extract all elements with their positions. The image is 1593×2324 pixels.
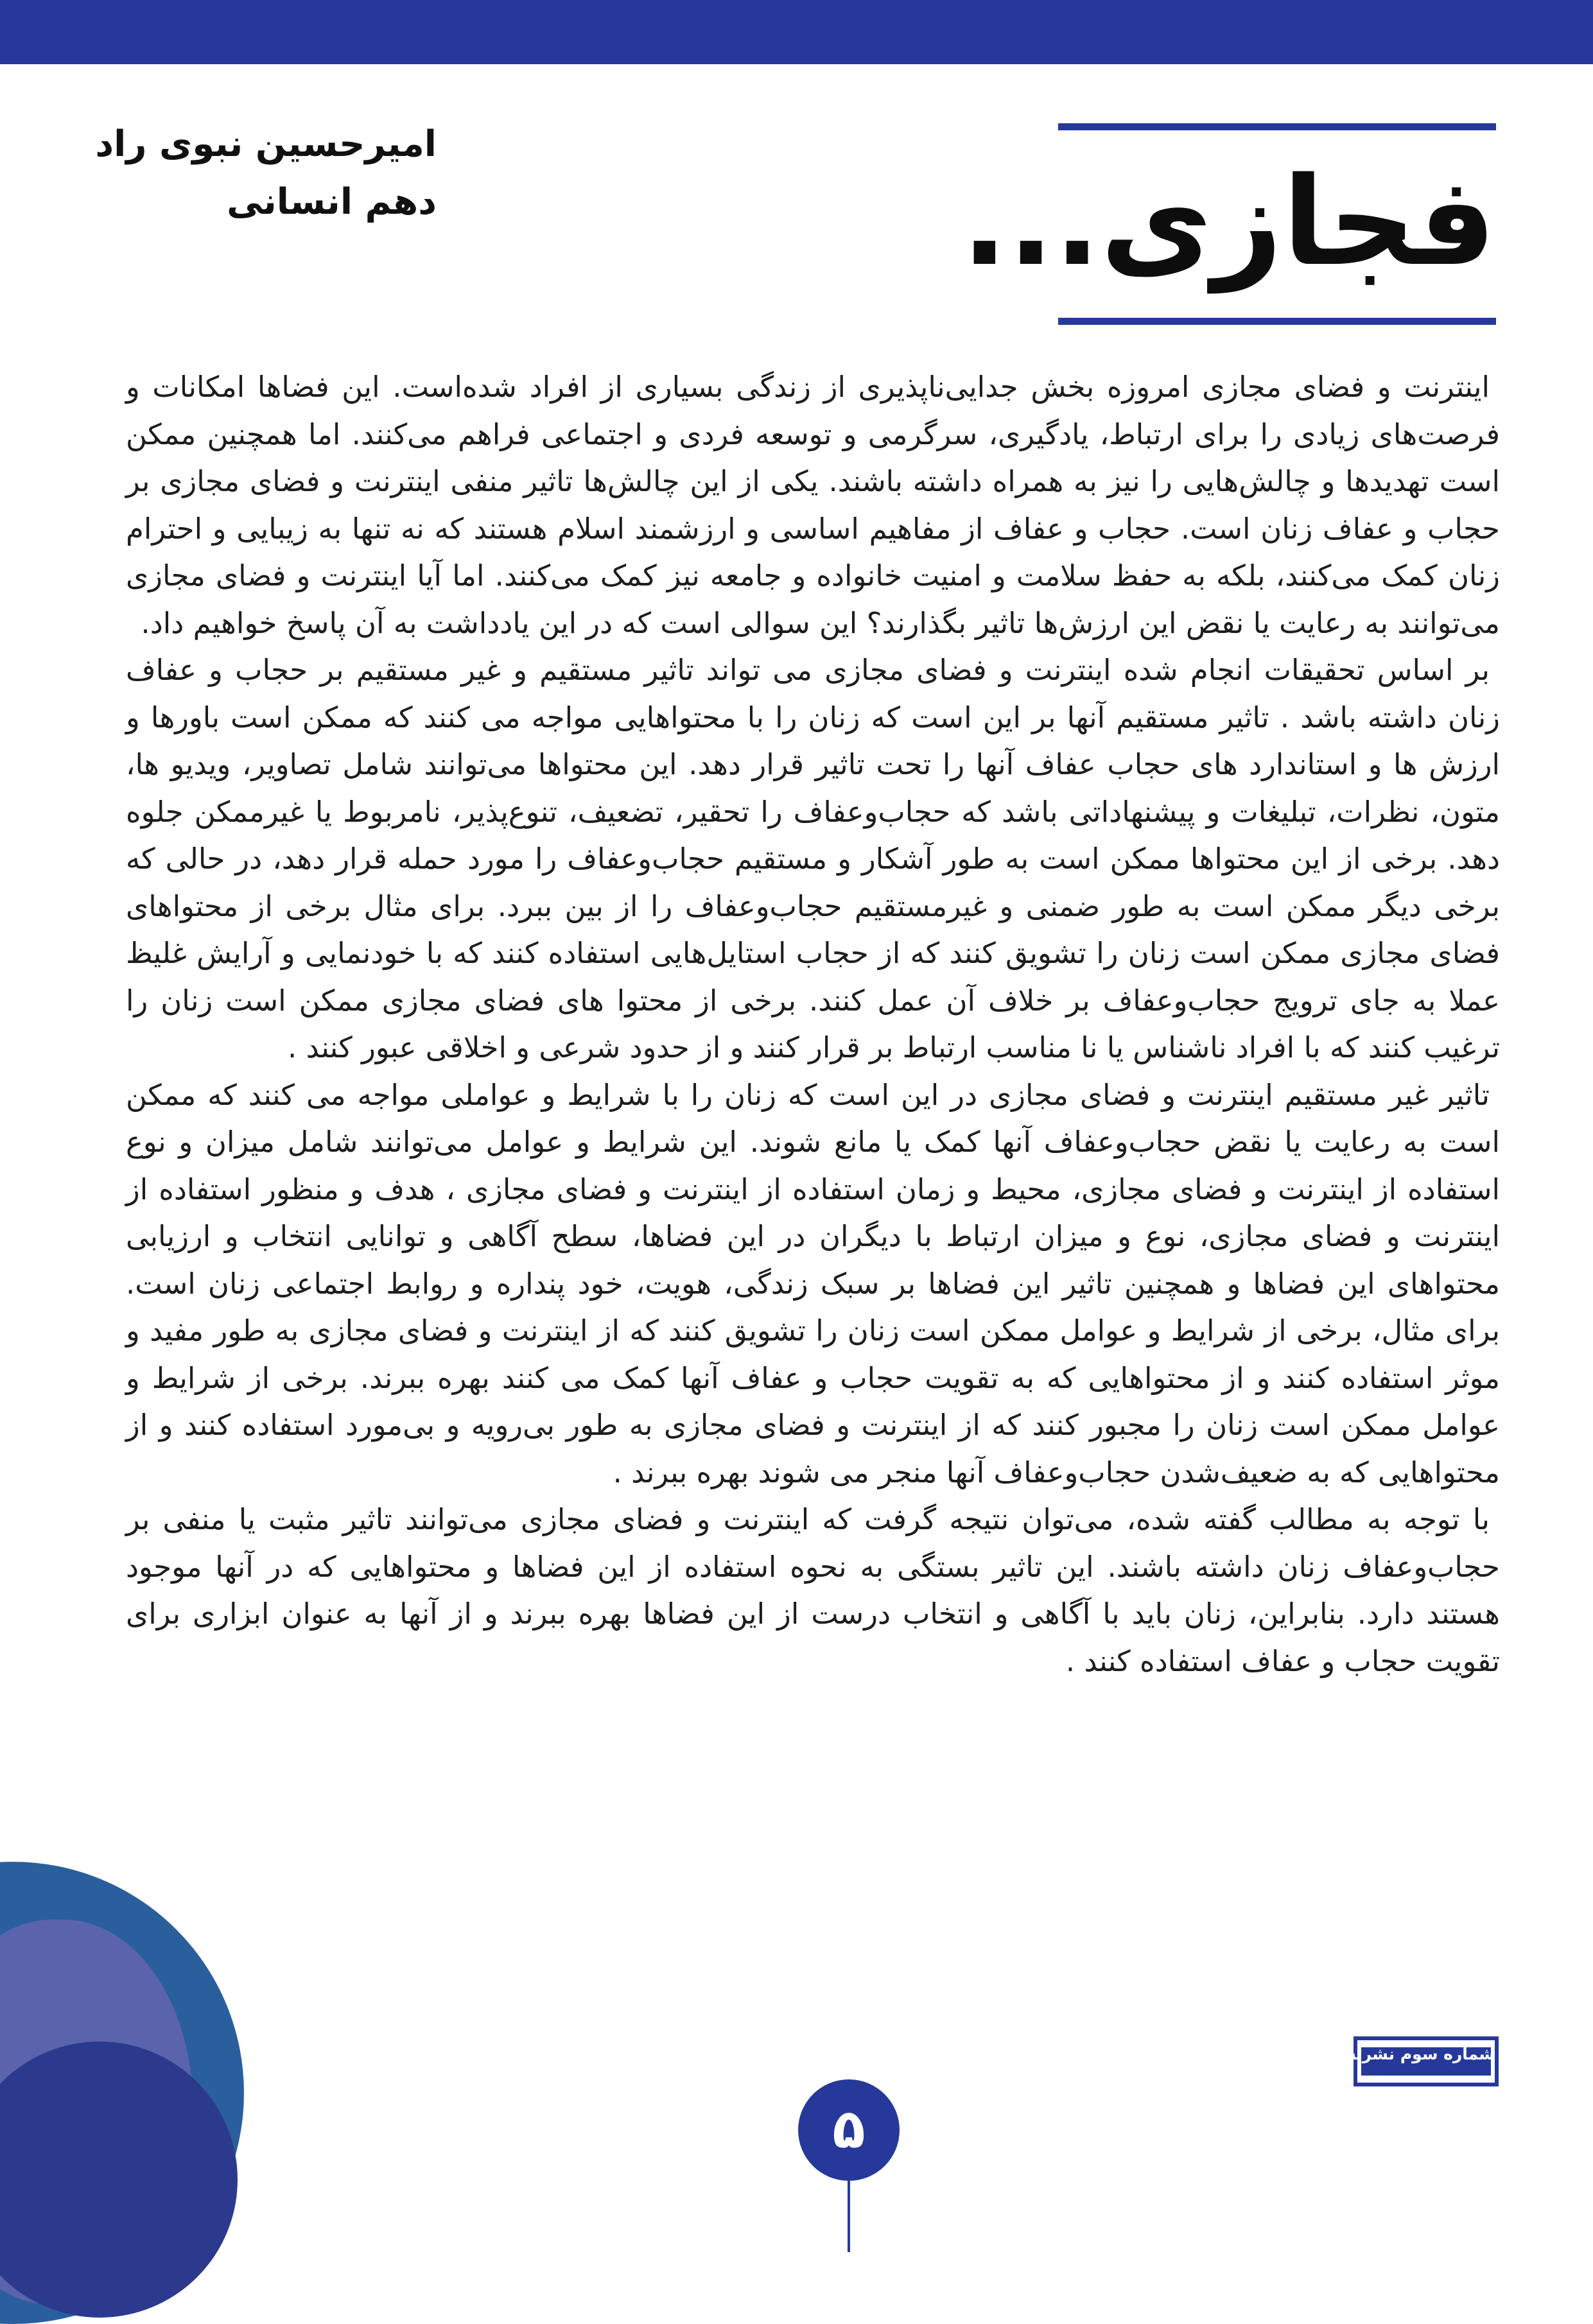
author-grade: دهم انسانی xyxy=(227,181,437,223)
article-paragraph-4: با توجه به مطالب گفته شده، می‌توان نتیجه گرفت که اینترنت و فضای مجازی می‌توانند تاثیر مثبت یا منفی بر حجاب‌وعفاف زنان داشته باشند. این تاثیر بستگی به نحوه استفاده از این فضاها و محتواهایی که در آنها موجود هستند دارد. بنابراین، زنان باید با آگاهی و انتخاب درست از این فضاها بهره ببرند و از آنها به عنوان ابزاری برای تقویت حجاب و عفاف استفاده کنند . xyxy=(126,1502,1500,1678)
page-number-line xyxy=(848,2181,850,2252)
title-rule-top xyxy=(1058,123,1496,130)
issue-badge xyxy=(1320,2036,1499,2086)
title-rule-bottom xyxy=(1058,318,1496,325)
article-paragraph-2: بر اساس تحقیقات انجام شده اینترنت و فضای مجازی می تواند تاثیر مستقیم و غیر مستقیم بر حجاب و عفاف زنان داشته باشد . تاثیر مستقیم آنها بر این است که زنان را با محتواهایی مواجه می کنند که ممکن است باورها و ارزش ها و استاندارد های حجاب عفاف آنها را تحت تاثیر قرار دهد. این محتواها می‌توانند شامل تصاویر، ویدیو ها، متون، نظرات، تبلیغات و پیشنهاداتی باشد که حجاب‌وعفاف را تحقیر، تضعیف، تنوع‌پذیر، نامربوط یا غیرممکن جلوه دهد. برخی از این محتواها ممکن است به طور آشکار و مستقیم حجاب‌وعفاف را مورد حمله قرار دهد، در حالی که برخی دیگر ممکن است به طور ضمنی و غیرمستقیم حجاب‌وعفاف را از بین ببرد. برای مثال برخی از محتواهای فضای مجازی ممکن است زنان را تشویق کنند که از حجاب استایل‌هایی استفاده کنند که با خودنمایی و آرایش غلیظ عملا به جای ترویج حجاب‌وعفاف بر خلاف آن عمل کنند. برخی از محتوا های فضای مجازی ممکن است زنان را ترغیب کنند که با افراد ناشناس یا نا مناسب ارتباط بر قرار کنند و از حدود شرعی و اخلاقی عبور کنند . xyxy=(126,653,1500,1064)
author-name: امیرحسین نبوی راد xyxy=(95,123,437,165)
page-number-circle xyxy=(798,2079,900,2181)
title-block xyxy=(961,123,1496,325)
issue-badge-text: شماره سوم نشریه ندا xyxy=(1320,2045,1495,2063)
top-header-bar xyxy=(0,0,1593,64)
article-paragraph-3: تاثیر غیر مستقیم اینترنت و فضای مجازی در این است که زنان را با شرایط و عواملی مواجه می کنند که ممکن است به رعایت یا نقض حجاب‌وعفاف آنها کمک یا مانع شوند. این شرایط و عوامل می‌توانند شامل میزان و نوع استفاده از اینترنت و فضای مجازی، محیط و زمان استفاده از اینترنت و فضای مجازی ، هدف و منظور استفاده از اینترنت و فضای مجازی، نوع و میزان ارتباط با دیگران در این فضاها، سطح آگاهی و توانایی انتخاب و ارزیابی محتواهای این فضاها و همچنین تاثیر این فضاها بر سبک زندگی، هویت، خود پنداره و روابط اجتماعی زنان است. برای مثال، برخی از شرایط و عوامل ممکن است زنان را تشویق کنند که از اینترنت و فضای مجازی به طور مفید و موثر استفاده کنند و از محتواهایی که به تقویت حجاب و عفاف آنها کمک می کنند بهره ببرند. برخی از شرایط و عوامل ممکن است زنان را مجبور کنند که از اینترنت و فضای مجازی به طور بی‌رویه و بی‌مورد استفاده کنند و از محتواهایی که به ضعیف‌شدن حجاب‌وعفاف آنها منجر می شوند بهره ببرند . xyxy=(126,1077,1500,1489)
author-block xyxy=(95,116,437,231)
article-paragraph-1: اینترنت و فضای مجازی امروزه بخش جدایی‌ناپذیری از زندگی بسیاری از افراد شده‌است. این فضاها امکانات و فرصت‌های زیادی را برای ارتباط، یادگیری، سرگرمی و توسعه فردی و اجتماعی فراهم می‌کنند. اما همچنین ممکن است تهدیدها و چالش‌هایی را نیز به همراه داشته باشند. یکی از این چالش‌ها تاثیر منفی اینترنت و فضای مجازی بر حجاب و عفاف زنان است. حجاب و عفاف از مفاهیم اساسی و ارزشمند اسلام هستند که نه تنها به زیبایی و احترام زنان کمک می‌کنند، بلکه به حفظ سلامت و امنیت خانواده و جامعه نیز کمک می‌کنند. اما آیا اینترنت و فضای مجازی می‌توانند به رعایت یا نقض این ارزش‌ها تاثیر بگذارند؟ این سوالی است که در این یادداشت به آن پاسخ خواهیم داد. xyxy=(126,370,1500,640)
article-body xyxy=(126,363,1500,1685)
page-title: فجازی... xyxy=(961,151,1496,293)
page-number: ۵ xyxy=(832,2097,866,2160)
